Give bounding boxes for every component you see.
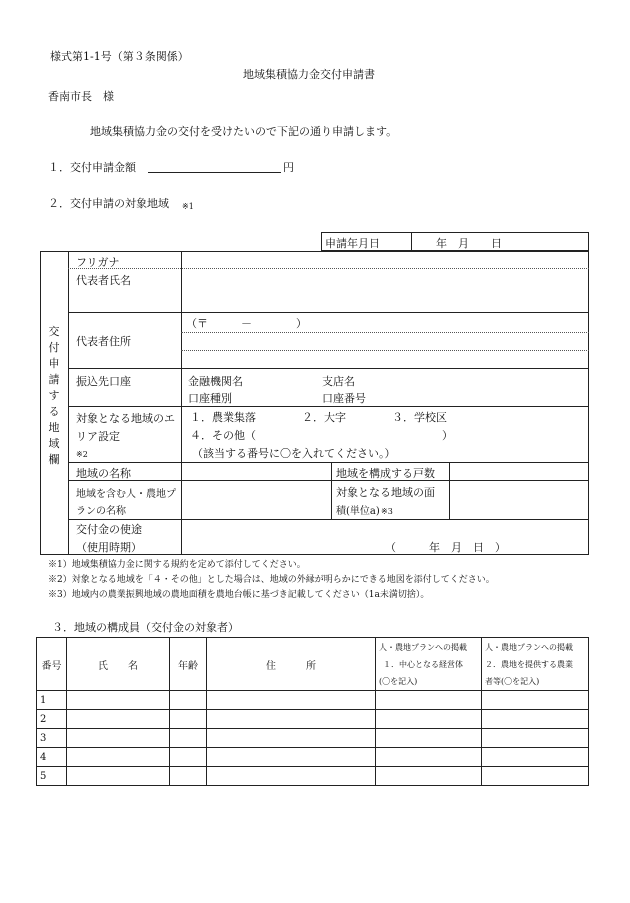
form-number: 様式第1-1号（第３条関係） xyxy=(50,50,189,63)
option-3[interactable]: ３．学校区 xyxy=(392,411,447,424)
section1-label: １．交付申請金額 xyxy=(48,161,136,174)
age-cell[interactable] xyxy=(170,710,207,729)
header-address: 住 所 xyxy=(207,638,376,691)
name-cell[interactable] xyxy=(67,748,170,767)
age-cell[interactable] xyxy=(170,729,207,748)
name-cell[interactable] xyxy=(67,691,170,710)
option-2[interactable]: ２．大字 xyxy=(302,411,346,424)
furigana-field[interactable] xyxy=(186,253,584,267)
core-operator-cell[interactable] xyxy=(376,691,482,710)
account-type-label: 口座種別 xyxy=(188,392,232,405)
land-provider-cell[interactable] xyxy=(482,767,589,786)
addressee: 香南市長 様 xyxy=(48,90,114,103)
date-field[interactable]: 年 月 日 xyxy=(436,237,502,250)
option-1[interactable]: １．農業集落 xyxy=(190,411,256,424)
core-operator-cell[interactable] xyxy=(376,710,482,729)
table-row: 2 xyxy=(37,710,589,729)
core-operator-cell[interactable] xyxy=(376,748,482,767)
region-name-field[interactable] xyxy=(184,463,329,479)
note-mark-1: ※1 xyxy=(182,202,194,211)
age-cell[interactable] xyxy=(170,691,207,710)
amount-unit: 円 xyxy=(283,161,294,174)
rep-address-label: 代表者住所 xyxy=(76,335,131,348)
table-row: 4 xyxy=(37,748,589,767)
usage-date-field[interactable]: （ 年 月 日 ） xyxy=(385,541,506,554)
address-cell[interactable] xyxy=(207,748,376,767)
header-number: 番号 xyxy=(37,638,67,691)
land-provider-cell[interactable] xyxy=(482,710,589,729)
account-number-label: 口座番号 xyxy=(322,392,366,405)
header-name: 氏 名 xyxy=(67,638,170,691)
furigana-label: フリガナ xyxy=(76,256,120,269)
table-row: 5 xyxy=(37,767,589,786)
header-core-operator: 人・農地プランへの掲載 １．中心となる経営体 (〇を記入) xyxy=(376,638,482,691)
postal-code-field[interactable]: （〒 － ） xyxy=(186,317,307,330)
option-4-close: ） xyxy=(442,429,453,442)
header-age: 年齢 xyxy=(170,638,207,691)
area-setting-label-2: リア設定 xyxy=(76,430,120,443)
header-land-provider: 人・農地プランへの掲載 ２．農地を提供する農業 者等(〇を記入) xyxy=(482,638,589,691)
area-label-1: 対象となる地域の面 xyxy=(336,486,435,499)
address-cell[interactable] xyxy=(207,691,376,710)
usage-label-1: 交付金の使途 xyxy=(76,523,142,536)
bank-account-label: 振込先口座 xyxy=(76,375,131,388)
name-cell[interactable] xyxy=(67,767,170,786)
note-mark-2: ※2 xyxy=(76,450,88,459)
note-mark-3: ※3 xyxy=(381,507,393,516)
plan-name-label-1: 地域を含む人・農地プ xyxy=(76,489,176,500)
usage-label-2: （使用時期） xyxy=(76,541,142,554)
note-2: ※2）対象となる地域を「４・その他」とした場合は、地域の外縁が明らかにできる地図を添付してください。 xyxy=(48,575,495,585)
page-title: 地域集積協力金交付申請書 xyxy=(243,68,375,81)
core-operator-cell[interactable] xyxy=(376,729,482,748)
section3-label: ３．地域の構成員（交付金の対象者） xyxy=(52,621,239,634)
section2-label: ２．交付申請の対象地域 xyxy=(48,197,169,210)
area-field[interactable] xyxy=(451,482,587,517)
note-3: ※3）地域内の農業振興地域の農地面積を農地台帳に基づき記載してください（1a未満切捨）。 xyxy=(48,590,430,600)
side-label: 交 付 申 請 す る 地 域 欄 xyxy=(48,325,60,466)
plan-name-label-2: ランの名称 xyxy=(76,506,126,517)
intro-text: 地域集積協力金の交付を受けたいので下記の通り申請します。 xyxy=(90,125,398,138)
age-cell[interactable] xyxy=(170,767,207,786)
option-4[interactable]: ４．その他（ xyxy=(190,429,256,442)
area-setting-label-1: 対象となる地域のエ xyxy=(76,412,175,425)
land-provider-cell[interactable] xyxy=(482,691,589,710)
table-row: 1 xyxy=(37,691,589,710)
bank-name-label: 金融機関名 xyxy=(188,375,243,388)
note-1: ※1）地域集積協力金に関する規約を定めて添付してください。 xyxy=(48,560,306,570)
amount-field-line[interactable] xyxy=(148,172,281,173)
members-table xyxy=(36,637,589,786)
table-row: 3 xyxy=(37,729,589,748)
address-cell[interactable] xyxy=(207,767,376,786)
date-label: 申請年月日 xyxy=(325,237,380,250)
area-label-2: 積(単位a) xyxy=(336,506,380,517)
plan-name-field[interactable] xyxy=(184,482,329,517)
name-cell[interactable] xyxy=(67,710,170,729)
land-provider-cell[interactable] xyxy=(482,729,589,748)
region-name-label: 地域の名称 xyxy=(76,467,131,480)
age-cell[interactable] xyxy=(170,748,207,767)
households-field[interactable] xyxy=(451,463,587,479)
option-instruction: （該当する番号に〇を入れてください。） xyxy=(192,447,396,460)
address-cell[interactable] xyxy=(207,729,376,748)
address-cell[interactable] xyxy=(207,710,376,729)
rep-name-label: 代表者氏名 xyxy=(76,274,131,287)
branch-name-label: 支店名 xyxy=(322,375,355,388)
core-operator-cell[interactable] xyxy=(376,767,482,786)
name-cell[interactable] xyxy=(67,729,170,748)
land-provider-cell[interactable] xyxy=(482,748,589,767)
households-label: 地域を構成する戸数 xyxy=(336,467,435,480)
rep-name-field[interactable] xyxy=(186,270,584,310)
